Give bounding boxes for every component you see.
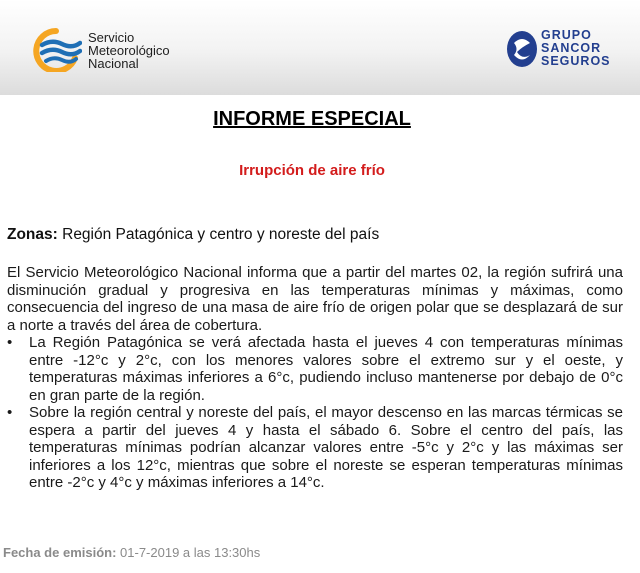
issue-date-value: 01-7-2019 a las 13:30hs — [116, 545, 261, 560]
bullet-item-patagonia — [7, 334, 623, 404]
issue-date — [3, 545, 260, 560]
sancor-logo-text — [541, 29, 611, 68]
intro-paragraph: El Servicio Meteorológico Nacional informa que a partir del martes 02, la región sufrirá una disminución gradual y progresiva en las temperaturas mínimas y máximas, como consecuencia del ingreso de una masa de aire frío de origen polar que se desplazará de sur a norte a través del área de cobertura. — [7, 264, 623, 334]
sancor-line-3: SEGUROS — [541, 54, 611, 68]
zones-label: Zonas: — [7, 226, 58, 243]
bullet-item-central-noreste — [7, 404, 623, 492]
issue-date-label: Fecha de emisión: — [3, 545, 117, 560]
sancor-line-2: SANCOR — [541, 41, 602, 55]
bullet-icon: • — [7, 404, 13, 421]
bullet-icon: • — [7, 334, 13, 351]
smn-name-line-2: Meteorológico — [88, 43, 170, 58]
smn-name-line-3: Nacional — [88, 56, 139, 71]
smn-logo-text — [88, 31, 170, 70]
bullet-text-patagonia: La Región Patagónica se verá afectada hasta el jueves 4 con temperaturas mínimas entre -12°c y 2°c, con los menores valores sobre el extremo sur y el oeste, y temperaturas máximas inferiores a 6°c, pudiendo incluso mantenerse por debajo de 0°c en gran parte de la región. — [29, 334, 623, 404]
zones-value: Región Patagónica y centro y noreste del país — [57, 226, 380, 243]
report-title: INFORME ESPECIAL — [213, 108, 411, 130]
sancor-logo-icon — [506, 30, 538, 68]
bullet-list — [7, 334, 623, 492]
header-banner — [0, 0, 640, 95]
zones-line — [7, 226, 379, 244]
bullet-text-central-noreste: Sobre la región central y noreste del país, el mayor descenso en las marcas térmicas se espera a partir del jueves 4 y hasta el sábado 6. Sobre el centro del país, las temperaturas mínimas podrían alcanzar valores entre -5°c y 2°c y las máximas ser inferiores a los 12°c, mientras que sobre el noreste se esperan temperaturas mínimas entre -2°c y 4°c y máximas inferiores a 14°c. — [29, 404, 623, 491]
sancor-line-1: GRUPO — [541, 28, 592, 42]
report-body — [7, 264, 623, 492]
report-subtitle: Irrupción de aire frío — [239, 162, 385, 179]
smn-logo-icon — [30, 28, 82, 72]
smn-name-line-1: Servicio — [88, 30, 135, 45]
